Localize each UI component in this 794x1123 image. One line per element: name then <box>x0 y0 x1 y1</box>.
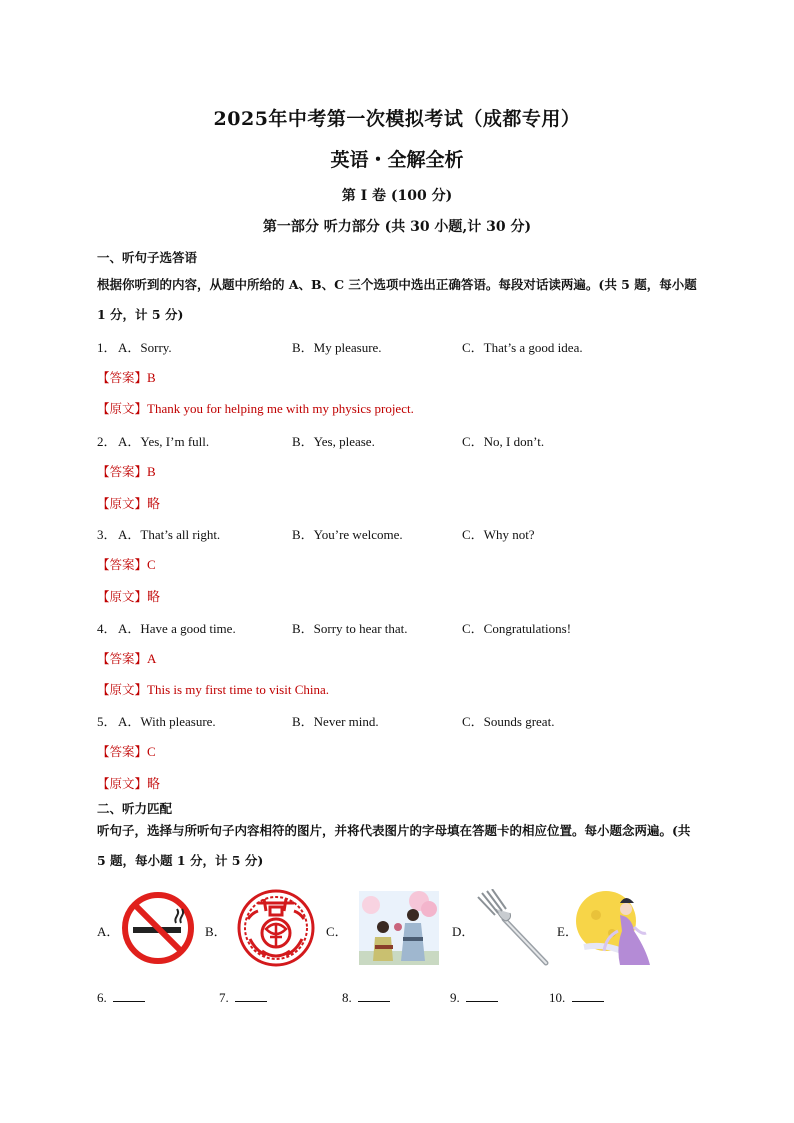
answer-tag: 【答案】 <box>97 557 148 572</box>
answer-value: C <box>147 557 156 572</box>
blank-number: 10. <box>549 990 566 1005</box>
source-tag: 【原文】 <box>97 681 148 697</box>
answer-value: B <box>147 463 156 479</box>
picture-label-b: B． <box>205 924 227 939</box>
option-c: C．Why not? <box>462 527 535 542</box>
answer-line <box>97 462 156 480</box>
blank-number: 9. <box>450 990 460 1005</box>
picture-label-d: D． <box>452 924 475 939</box>
blank-item-10[interactable] <box>549 989 604 1006</box>
fork-icon <box>474 889 554 969</box>
page-subtitle: 英语・全解全析 <box>330 149 464 171</box>
source-line <box>97 680 329 698</box>
question-number: 1． <box>97 340 117 355</box>
source-text: Thank you for helping me with my physics project. <box>147 401 414 416</box>
part-heading: 第一部分 听力部分 (共 30 小题,计 30 分) <box>262 219 532 235</box>
answer-tag: 【答案】 <box>97 650 148 666</box>
source-text: 略 <box>147 495 161 511</box>
answer-blank[interactable] <box>358 989 390 1002</box>
option-a: A．That’s all right. <box>118 527 221 542</box>
blank-item-6[interactable] <box>97 989 145 1006</box>
picture-label-e: E． <box>557 924 578 939</box>
option-b: B．Sorry to hear that. <box>292 620 408 636</box>
question-number: 2． <box>97 433 117 449</box>
answer-tag: 【答案】 <box>97 370 148 385</box>
section1-instruction: 根据你听到的内容，从题中所给的 A、B、C 三个选项中选出正确答语。每段对话读两遍。(共 5 题，每小题 1 分，计 5 分) <box>97 277 697 322</box>
answer-blank[interactable] <box>113 989 145 1002</box>
source-line <box>97 399 414 417</box>
answer-blank[interactable] <box>235 989 267 1002</box>
answer-blank[interactable] <box>466 989 498 1002</box>
blank-item-8[interactable] <box>342 989 390 1006</box>
blank-item-9[interactable] <box>450 989 498 1006</box>
source-line <box>97 773 160 792</box>
option-a: A．Sorry. <box>118 340 172 355</box>
source-text: This is my first time to visit China. <box>147 681 330 697</box>
blank-number: 7. <box>219 990 229 1005</box>
answer-value: A <box>147 650 157 666</box>
option-b: B．My pleasure. <box>292 340 382 355</box>
option-a: A．Yes, I’m full. <box>118 433 210 449</box>
question-number: 4． <box>97 620 117 636</box>
picture-label-c: C． <box>326 924 348 939</box>
section2-heading: 二、听力匹配 <box>97 801 173 816</box>
question-number: 5． <box>97 714 117 729</box>
source-text: 略 <box>147 776 161 791</box>
answer-line <box>97 649 156 667</box>
kimono-people-icon <box>359 891 439 965</box>
option-c: C．Sounds great. <box>462 714 555 729</box>
answer-tag: 【答案】 <box>97 744 148 759</box>
option-a: A．Have a good time. <box>118 620 236 636</box>
blank-number: 8. <box>342 990 352 1005</box>
option-b: B．Yes, please. <box>292 433 375 449</box>
option-a: A．With pleasure. <box>118 714 216 729</box>
picture-label-a: A． <box>97 924 120 939</box>
question-number: 3． <box>97 527 117 542</box>
blank-item-7[interactable] <box>219 989 267 1006</box>
source-tag: 【原文】 <box>97 589 148 604</box>
answer-line <box>97 368 156 386</box>
source-line <box>97 493 160 512</box>
source-tag: 【原文】 <box>97 776 148 791</box>
source-line <box>97 586 160 605</box>
page-title: 2025年中考第一次模拟考试（成都专用） <box>213 108 581 130</box>
no-smoking-icon <box>121 891 195 965</box>
source-tag: 【原文】 <box>97 495 148 511</box>
option-c: C．That’s a good idea. <box>462 340 583 355</box>
answer-value: B <box>147 370 156 385</box>
answer-tag: 【答案】 <box>97 463 148 479</box>
volume-heading: 第 I 卷 (100 分) <box>341 188 453 204</box>
source-tag: 【原文】 <box>97 401 148 416</box>
answer-value: C <box>147 744 156 759</box>
blank-number: 6. <box>97 990 107 1005</box>
moon-goddess-icon <box>576 887 654 969</box>
option-c: C．No, I don’t. <box>462 433 545 449</box>
answer-line <box>97 555 156 573</box>
answer-line <box>97 742 156 760</box>
option-c: C．Congratulations! <box>462 620 572 636</box>
paper-cut-fu-icon <box>236 889 316 967</box>
section1-heading: 一、听句子选答语 <box>97 250 198 265</box>
answer-blank[interactable] <box>572 989 604 1002</box>
section2-instruction: 听句子，选择与所听句子内容相符的图片，并将代表图片的字母填在答题卡的相应位置。每小题念两遍。(共 5 题，每小题 1 分，计 5 分) <box>97 823 691 868</box>
option-b: B．Never mind. <box>292 714 379 729</box>
source-text: 略 <box>147 589 161 604</box>
option-b: B．You’re welcome. <box>292 527 403 542</box>
